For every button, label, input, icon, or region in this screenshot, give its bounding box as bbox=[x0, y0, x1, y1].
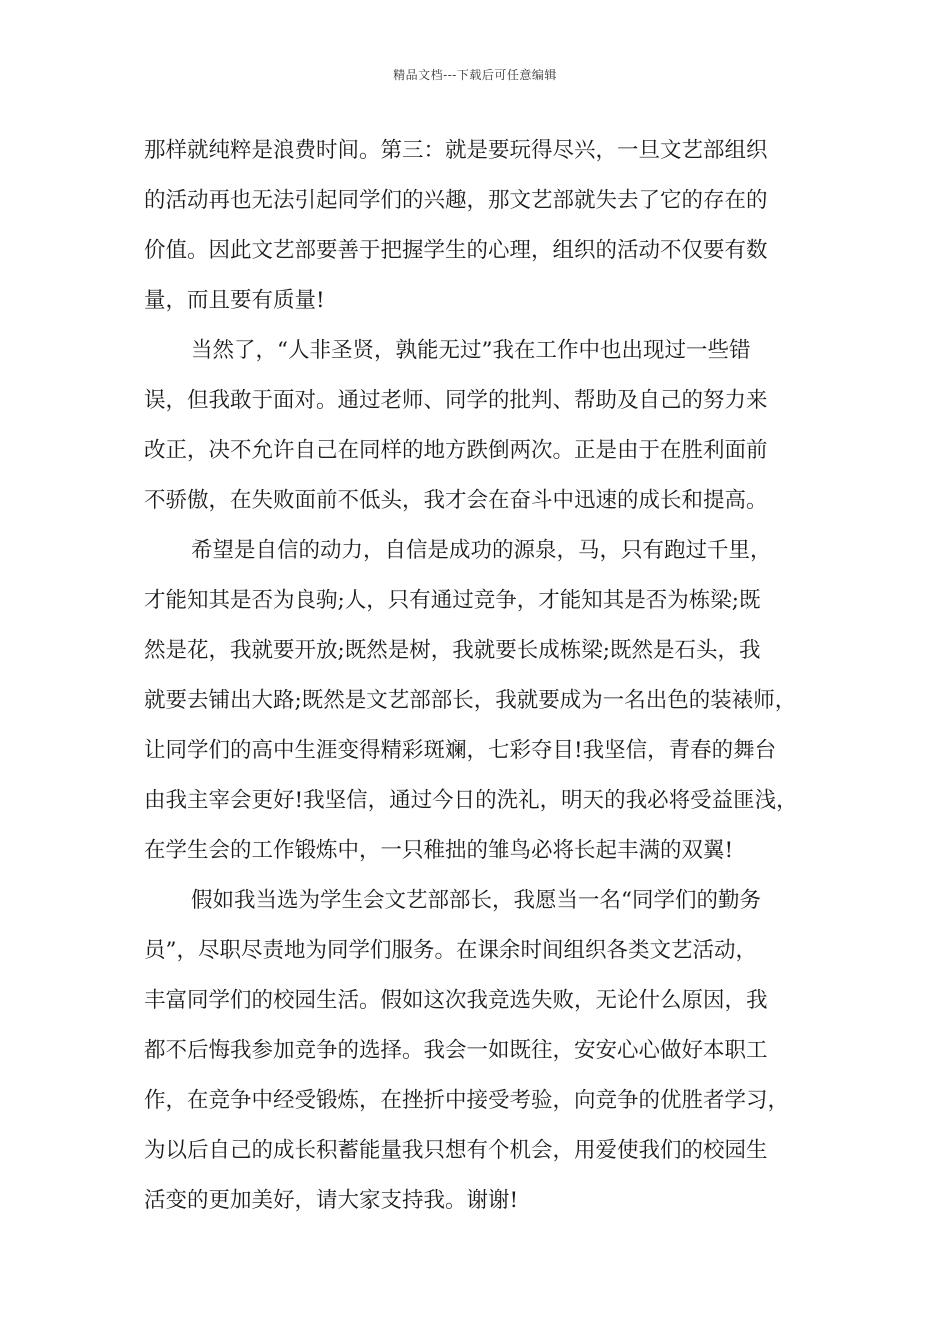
text-line: 就要去铺出大路;既然是文艺部部长，我就要成为一名出色的装裱师， bbox=[144, 688, 797, 713]
text-line: 改正，决不允许自己在同样的地方跌倒两次。正是由于在胜利面前 bbox=[144, 438, 768, 463]
paragraph-3 bbox=[144, 526, 812, 876]
text-line: 价值。因此文艺部要善于把握学生的心理，组织的活动不仅要有数 bbox=[144, 238, 768, 263]
text-line: 当然了，“人非圣贤，孰能无过”我在工作中也出现过一些错 bbox=[191, 338, 751, 363]
text-line: 希望是自信的动力，自信是成功的源泉，马，只有跑过千里， bbox=[191, 538, 772, 563]
text-line: 作，在竞争中经受锻炼，在挫折中接受考验，向竞争的优胜者学习， bbox=[144, 1088, 790, 1113]
document-body bbox=[144, 126, 812, 1226]
text-line: 让同学们的高中生涯变得精彩斑斓，七彩夺目!我坚信，青春的舞台 bbox=[144, 738, 777, 763]
text-line: 活变的更加美好，请大家支持我。谢谢! bbox=[144, 1188, 519, 1213]
page-header: 精品文档---下载后可任意编辑 bbox=[393, 68, 557, 82]
text-line: 那样就纯粹是浪费时间。第三：就是要玩得尽兴，一旦文艺部组织 bbox=[144, 138, 768, 163]
text-line: 误，但我敢于面对。通过老师、同学的批判、帮助及自己的努力来 bbox=[144, 388, 768, 413]
text-line: 都不后悔我参加竞争的选择。我会一如既往，安安心心做好本职工 bbox=[144, 1038, 768, 1063]
paragraph-1 bbox=[144, 126, 812, 326]
text-line: 然是花，我就要开放;既然是树，我就要长成栋梁;既然是石头，我 bbox=[144, 638, 761, 663]
paragraph-2 bbox=[144, 326, 812, 526]
text-line: 不骄傲，在失败面前不低头，我才会在奋斗中迅速的成长和提高。 bbox=[144, 488, 768, 513]
paragraph-4 bbox=[144, 876, 812, 1226]
text-line: 员”，尽职尽责地为同学们服务。在课余时间组织各类文艺活动， bbox=[144, 938, 757, 963]
text-line: 才能知其是否为良驹;人，只有通过竞争，才能知其是否为栋梁;既 bbox=[144, 588, 761, 613]
text-line: 的活动再也无法引起同学们的兴趣，那文艺部就失去了它的存在的 bbox=[144, 188, 768, 213]
text-line: 假如我当选为学生会文艺部部长，我愿当一名“同学们的勤务 bbox=[191, 888, 761, 913]
text-line: 由我主宰会更好!我坚信，通过今日的洗礼，明天的我必将受益匪浅， bbox=[144, 788, 798, 813]
text-line: 在学生会的工作锻炼中，一只稚拙的雏鸟必将长起丰满的双翼! bbox=[144, 838, 734, 863]
text-line: 丰富同学们的校园生活。假如这次我竞选失败，无论什么原因，我 bbox=[144, 988, 768, 1013]
text-line: 为以后自己的成长积蓄能量我只想有个机会，用爱使我们的校园生 bbox=[144, 1138, 768, 1163]
text-line: 量，而且要有质量! bbox=[144, 288, 325, 313]
